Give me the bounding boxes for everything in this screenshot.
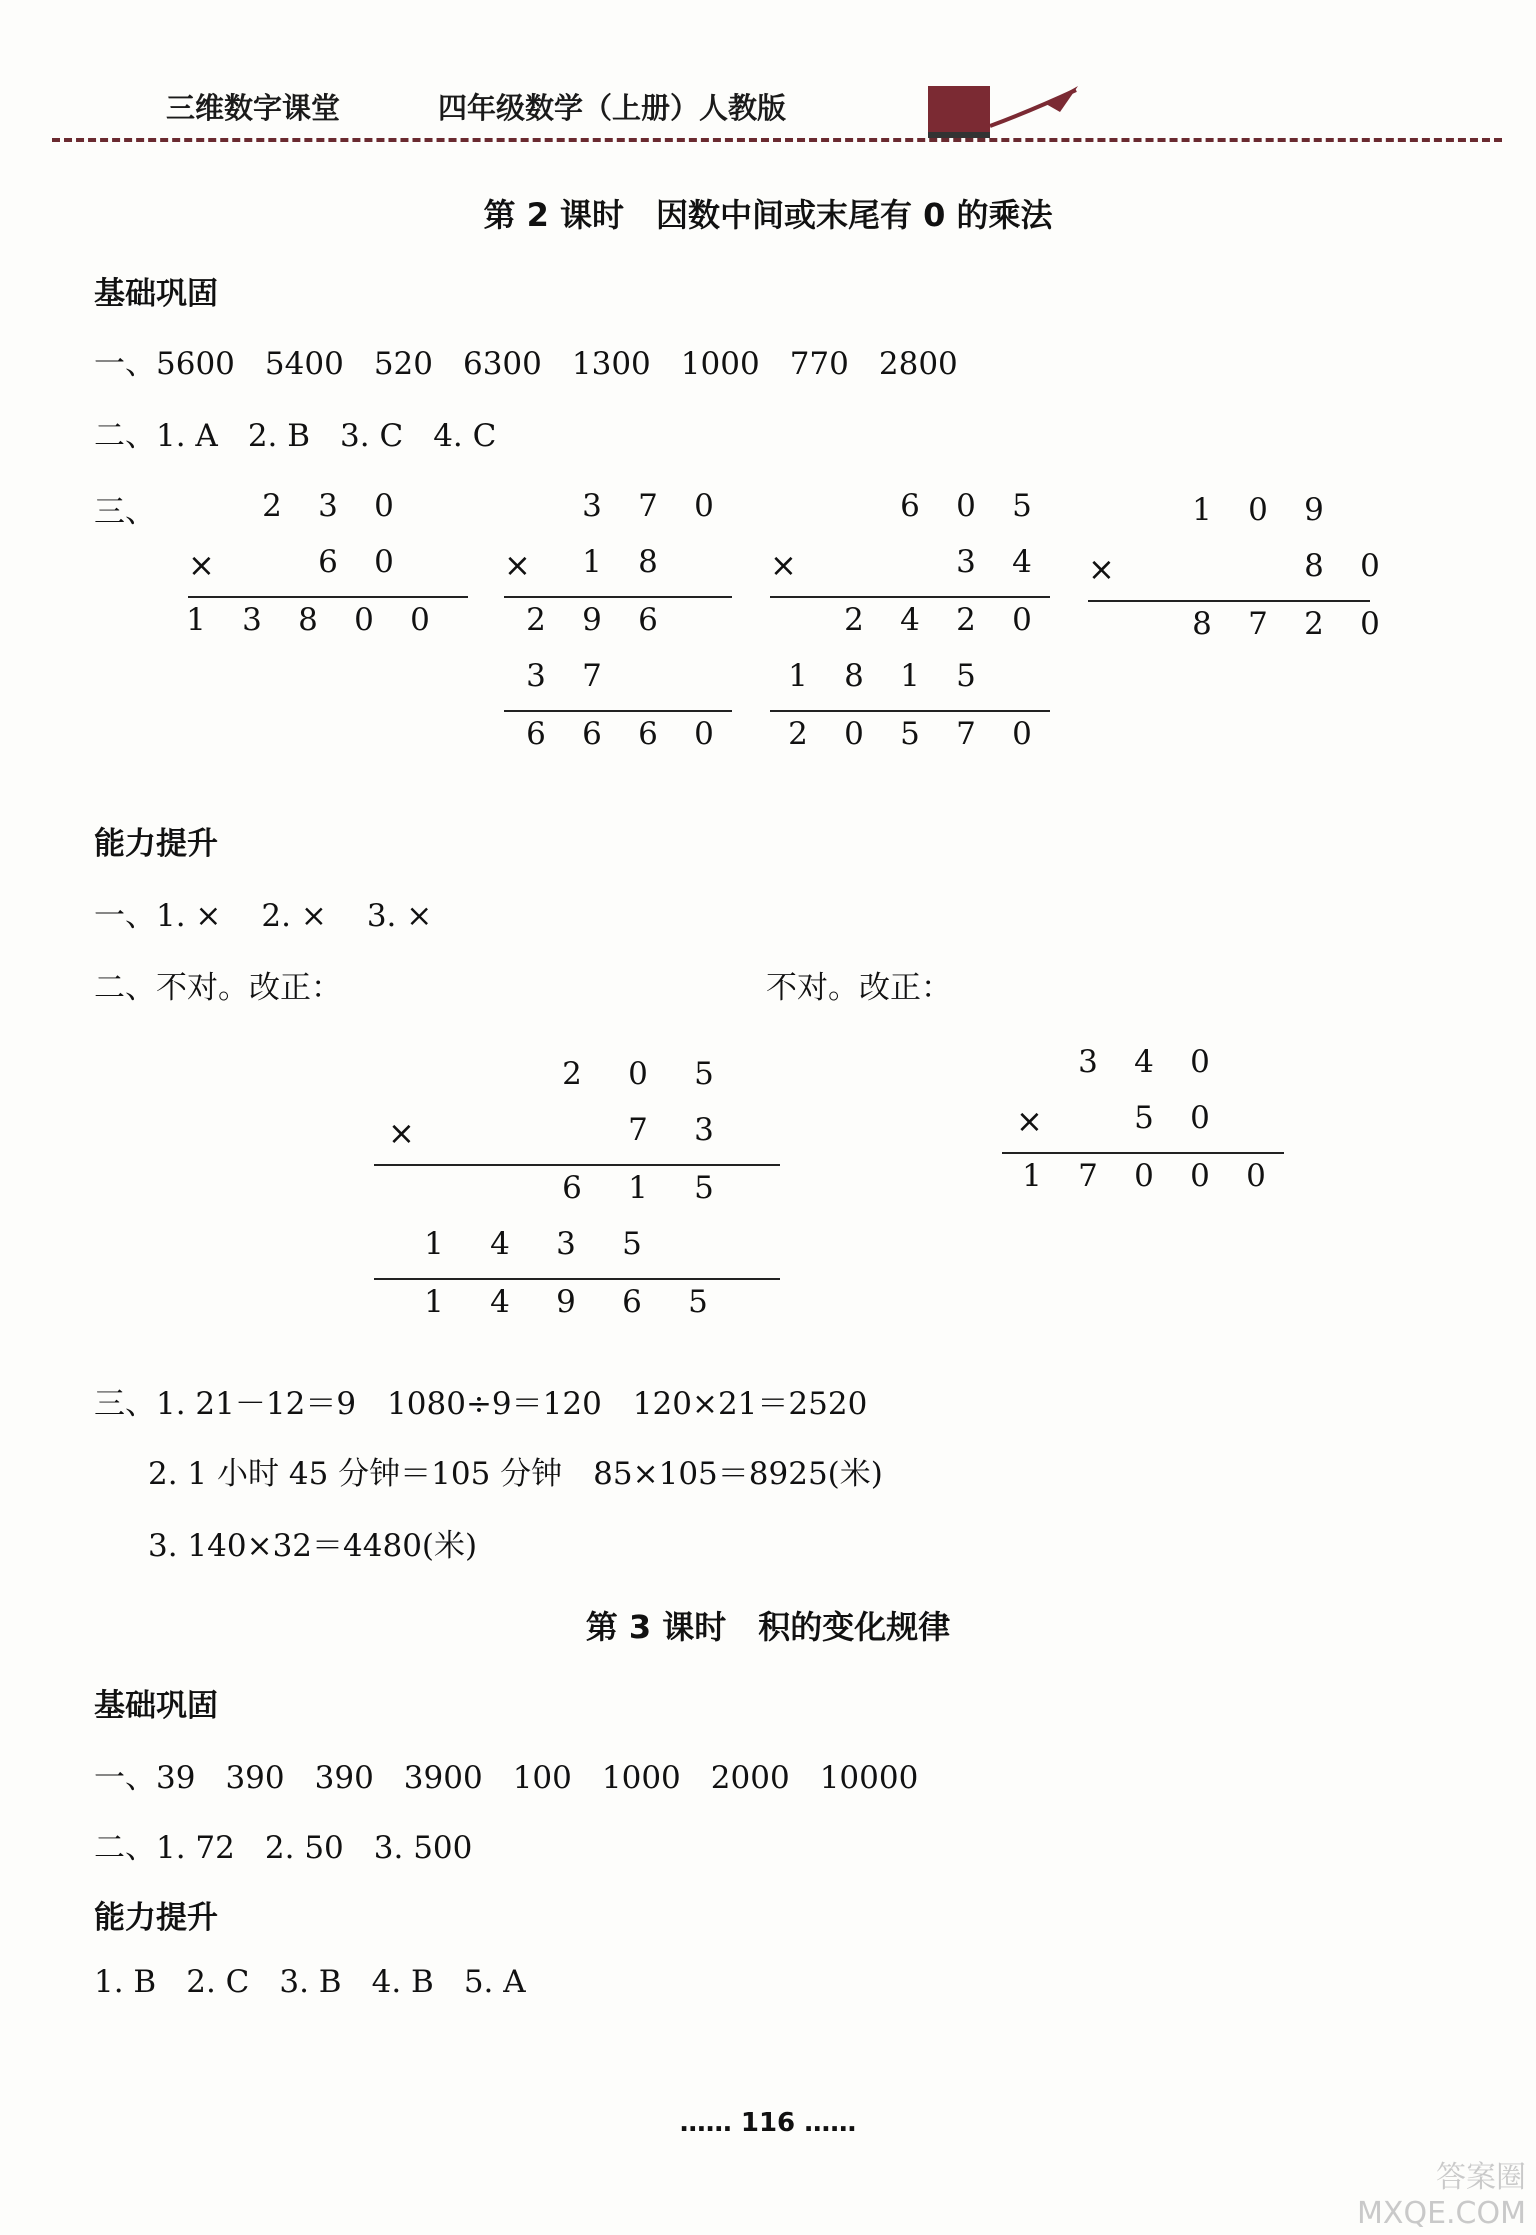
lesson2-basic-heading: 基础巩固	[94, 276, 218, 312]
times-icon: ×	[188, 546, 215, 584]
vertical-calc-370x18: × 3 7 0 1 8 2 9 6 3 7 6 6 6 0	[504, 488, 732, 758]
lesson2-title: 第 2 课时 因数中间或末尾有 0 的乘法	[483, 196, 1053, 234]
lesson2-basic-q2: 二、1. A 2. B 3. C 4. C	[94, 418, 497, 454]
lesson2-advanced-heading: 能力提升	[94, 826, 218, 862]
correction-calc-340x50: × 3 4 0 5 0 1 7 0 0 0	[1002, 1044, 1284, 1204]
lesson2-advanced-q2-left: 二、不对。改正：	[94, 970, 342, 1006]
lesson2-advanced-q3-3: 3. 140×32＝4480(米)	[148, 1528, 478, 1564]
lesson3-basic-heading: 基础巩固	[94, 1688, 218, 1724]
lesson3-advanced-heading: 能力提升	[94, 1900, 218, 1936]
vertical-calc-605x34: × 6 0 5 3 4 2 4 2 0 1 8 1 5 2 0 5 7 0	[770, 488, 1050, 758]
book-title: 四年级数学（上册）人教版	[438, 91, 787, 125]
lesson3-basic-q1: 一、39 390 390 3900 100 1000 2000 10000	[94, 1760, 919, 1796]
series-title: 三维数字课堂	[166, 91, 341, 125]
times-icon: ×	[504, 546, 531, 584]
lesson2-advanced-q3-2: 2. 1 小时 45 分钟＝105 分钟 85×105＝8925(米)	[148, 1456, 883, 1492]
lesson2-advanced-q2-right: 不对。改正：	[766, 970, 952, 1006]
lesson2-basic-q3-label: 三、	[94, 494, 156, 530]
times-icon: ×	[1016, 1102, 1043, 1140]
lesson2-basic-q1: 一、5600 5400 520 6300 1300 1000 770 2800	[94, 346, 958, 382]
lesson3-title: 第 3 课时 积的变化规律	[585, 1608, 951, 1646]
vertical-calc-109x80: × 1 0 9 8 0 8 7 2 0	[1088, 492, 1380, 642]
page-number: …… 116 ……	[679, 2108, 857, 2138]
correction-calc-205x73: × 2 0 5 7 3 6 1 5 1 4 3 5 1 4 9 6 5	[374, 1056, 780, 1326]
times-icon: ×	[770, 546, 797, 584]
vertical-calc-230x60: × 2 3 0 6 0 1 3 8 0 0	[188, 488, 468, 648]
rocket-book-icon	[928, 82, 1080, 140]
watermark: 答案圈 MXQE.COM	[1357, 2160, 1526, 2231]
times-icon: ×	[1088, 550, 1115, 588]
lesson2-advanced-q3-1: 三、1. 21－12＝9 1080÷9＝120 120×21＝2520	[94, 1386, 868, 1422]
header-dashed-rule	[52, 138, 1502, 142]
lesson3-advanced-answers: 1. B 2. C 3. B 4. B 5. A	[94, 1964, 526, 2000]
times-icon: ×	[388, 1114, 415, 1152]
lesson3-basic-q2: 二、1. 72 2. 50 3. 500	[94, 1830, 473, 1866]
lesson2-advanced-q1: 一、1. × 2. × 3. ×	[94, 898, 433, 934]
